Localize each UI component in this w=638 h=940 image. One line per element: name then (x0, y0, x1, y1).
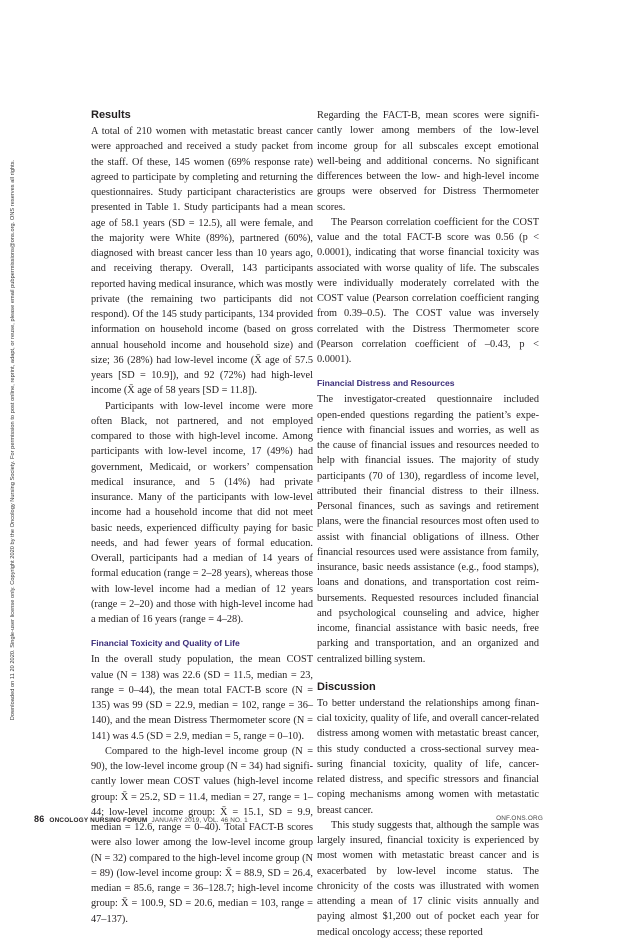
copyright-sidebar (0, 0, 26, 854)
left-column (91, 108, 313, 927)
financial-distress-heading: Financial Distress and Resources (317, 378, 455, 389)
page-number: 86 (34, 814, 45, 824)
discussion-heading: Discussion (317, 680, 376, 693)
financial-distress-paragraph: The investigator-created questionnaire included open-ended questions regarding the patient’s experience with financial issues and worries, as well as the cause of financial issues and resources needed to help with financial issues. The majority of study participants (70 of 130), regardless of income level, attributed their financial distress to their illness. Personal finances, such as savings and retirement plans, were the financial resources most often used to assist with financial obligations of illness. Other financial resources used were assistance from family, insurance, basic needs assistance (e.g., food stamps), loans and donations, and transportation cost reimbursements. Requested resources included financial and psychological counseling and advice, higher income, financial assistance with basic needs, free parking and transportation, and an organized and centralized billing system. (317, 394, 539, 665)
journal-website: ONF.ONS.ORG (496, 815, 543, 822)
journal-name: ONCOLOGY NURSING FORUM (49, 817, 148, 824)
results-paragraph-1: A total of 210 women with metastatic breast cancer were approached and received a study packet from the staff. Of these, 145 women (69% response rate) agreed to participate by completing and returning the questionnaires. Study participant characteristics are presented in Table 1. Study participants had a mean age of 58.1 years (SD = 12.5), all were female, and the majority were White (89%), partnered (60%), diagnosed with breast cancer less than 10 years ago, and receiving therapy. Overall, 143 participants reported having medical insurance, which was mostly private (the remaining two participants did not respond). Of the 145 study participants, 134 provided information on household income (based on gross annual household income and household size) and size; 36 (28%) had low-level income (X̄ age of 57.5 years [SD = 10.9]), and 92 (72%) had high-level income (X̄ age of 58 years [SD = 11.8]). (91, 126, 313, 397)
pearson-paragraph: The Pearson correlation coefficient for the COST value and the total FACT-B score was 0.56 (p < 0.0001), indicating that worse financial toxicity was associated with worse quality of life. The subscales were individually moderately correlated with the COST value (Pearson correlation coefficient ranging from 0.39–0.5). The COST value was inversely correlated with the Distress Thermometer score (Pearson correlation coefficient of –0.43, p < 0.0001). (317, 216, 539, 365)
results-heading: Results (91, 109, 131, 121)
issue-info: JANUARY 2019, VOL. 46 NO. 1 (151, 817, 248, 824)
results-paragraph-2: Participants with low-level income were more often Black, not partnered, and not employed compared to those with high-level income. Among participants with low-level income, 17 (49%) had government, Medicaid, or workers’ compensation medical insurance, and 5 (14%) had private insurance. Many of the participants with low-level income had a household income that did not meet basic needs, experienced difficulty paying for basic needs, and had fewer years of formal education. Overall, participants had a median of 14 years of formal education (range = 2–28 years), whereas those with low-level income had a median of 12 years (range = 2–20) and those with high-level income had a median of 16 years (range = 4–28). (91, 400, 313, 625)
download-notice: Downloaded on 11 20 2020. Single-user license only. Copyright 2020 by the Oncology Nursing Society. For permission to post online, reprint, adapt, or reuse, please email pubpermissions@ons.org. ONS reserves all rights. (10, 159, 16, 721)
financial-toxicity-paragraph-2: Compared to the high-level income group (N = 90), the low-level income group (N = 34) had significantly lower mean COST values (high-level income group: X̄ = 25.2, SD = 11.4, median = 27, range = 1–44; low-level income group: X̄ = 15.1, SD = 9.9, median = 12.6, range = 0–40). Total FACT-B scores were also lower among the low-level income group (N = 32) compared to the high-level income group (N = 89) (low-level income group: X̄ = 88.9, SD = 26.4, median = 85.6, range = 36–128.7; high-level income group: X̄ = 100.9, SD = 20.6, median = 103, range = 47–137). (91, 745, 313, 925)
page-footer (34, 814, 543, 824)
discussion-paragraph-2: This study suggests that, although the sample was largely insured, financial toxicity is experienced by most women with metastatic breast cancer and is exacerbated by low-level income status. The chronicity of the costs was illustrated with women attending a mean of 17 clinic visits annually and paying almost $1,200 out of pocket each year for medical oncology access; these reported (317, 819, 539, 938)
financial-toxicity-heading: Financial Toxicity and Quality of Life (91, 638, 240, 649)
fact-b-paragraph: Regarding the FACT-B, mean scores were significantly lower among members of the low-level income group for all subscales except emotional well-being and additional concerns. No significant differences between the low- and high-level income groups were observed for Distress Thermometer scores. (317, 110, 539, 213)
financial-toxicity-paragraph-1: In the overall study population, the mean COST value (N = 138) was 22.6 (SD = 11.5, median = 23, range = 0–44), the mean total FACT-B score (N = 135) was 99 (SD = 22.9, median = 102, range = 36–140), and the mean Distress Thermometer score (N = 141) was 4.5 (SD = 2.9, median = 5, range = 0–10). (91, 654, 313, 742)
discussion-paragraph-1: To better understand the relationships among financial toxicity, quality of life, and overall cancer-related distress among women with metastatic breast cancer, this study conducted a cross-sectional survey measuring financial toxicity, quality of life, cancer-related distress, and specific stressors and financial coping mechanisms among women with metastatic breast cancer. (317, 697, 539, 816)
